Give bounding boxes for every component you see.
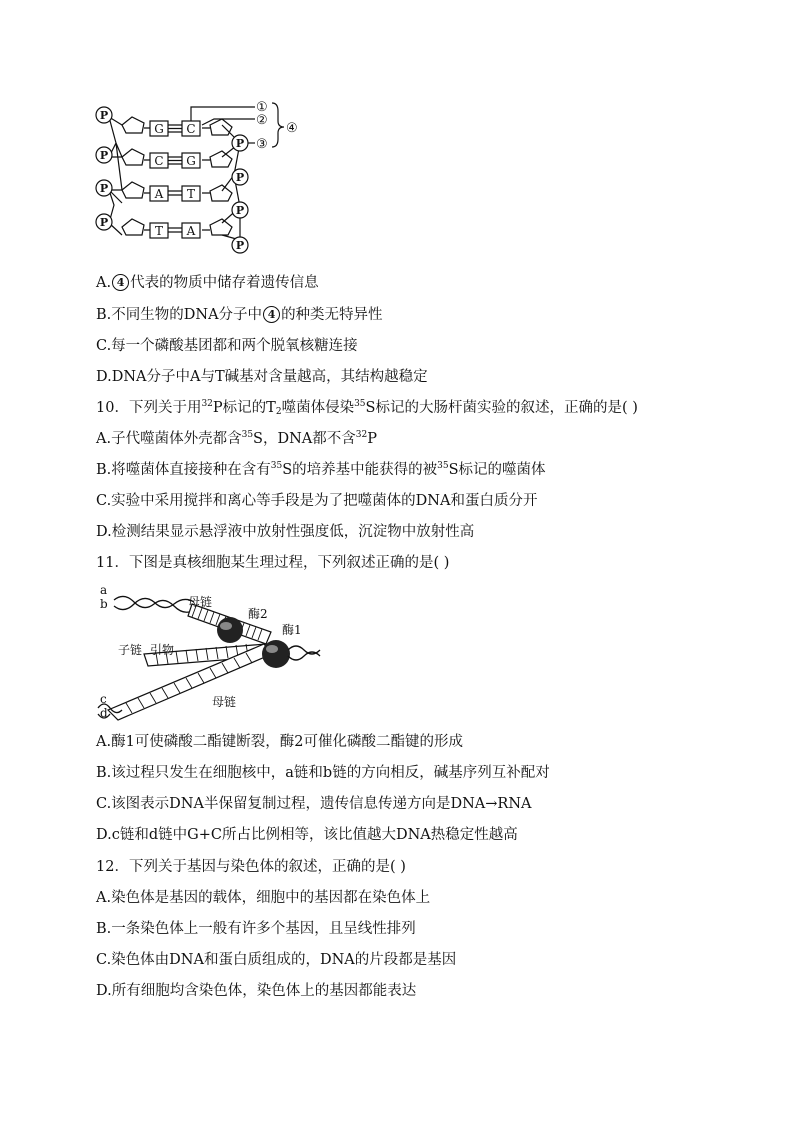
label-enzyme2: 酶2 [248, 607, 268, 621]
dna-replication-figure [96, 582, 336, 722]
q11-option-c: C.该图表示DNA半保留复制过程，遗传信息传递方向是DNA→RNA [96, 796, 532, 812]
base-label: G [154, 122, 164, 136]
q12-stem: 12．下列关于基因与染色体的叙述，正确的是( ) [96, 859, 406, 875]
q11-option-d: D.c链和d链中G+C所占比例相等，该比值越大DNA热稳定性越高 [96, 827, 518, 843]
q9-option-d: D.DNA分子中A与T碱基对含量越高，其结构越稳定 [96, 369, 428, 385]
label-b: b [100, 597, 108, 611]
q12-option-c: C.染色体由DNA和蛋白质组成的，DNA的片段都是基因 [96, 952, 457, 968]
label-daughter: 子链 [118, 643, 143, 657]
label-a: a [100, 583, 108, 597]
q10-option-d: D.检测结果显示悬浮液中放射性强度低，沉淀物中放射性高 [96, 524, 475, 540]
base-label: G [186, 154, 196, 168]
q11-stem: 11．下图是真核细胞某生理过程，下列叙述正确的是( ) [96, 555, 450, 571]
label-enzyme1: 酶1 [282, 623, 302, 637]
q11-option-b: B.该过程只发生在细胞核中，a链和b链的方向相反，碱基序列互补配对 [96, 765, 550, 781]
q9-option-a: A. 4 代表的物质中储存着遗传信息 [96, 275, 319, 291]
base-label: T [186, 187, 196, 201]
phosphate-label: P [235, 239, 245, 252]
label-parent-top: 母链 [188, 595, 213, 609]
phosphate-label: P [99, 216, 109, 229]
base-label: A [154, 187, 164, 201]
label-c: c [100, 692, 107, 706]
callout-3: ③ [256, 137, 268, 152]
label-primer: 引物 [150, 643, 175, 657]
label-parent-bottom: 母链 [212, 695, 237, 709]
q9-option-c: C.每一个磷酸基团都和两个脱氧核糖连接 [96, 338, 358, 354]
q10-stem: 10．下列关于用$^{32}$P标记的$T_2$噬菌体侵染$^{35}$S标记的大肠杆菌实验的叙述，正确的是( ) [96, 399, 638, 417]
q11-option-a: A.酶1可使磷酸二酯键断裂，酶2可催化磷酸二酯键的形成 [96, 734, 464, 750]
callout-2: ② [256, 113, 268, 128]
q9-option-b: B.不同生物的DNA分子中 4 的种类无特异性 [96, 307, 383, 323]
phosphate-label: P [235, 204, 245, 217]
q12-option-d: D.所有细胞均含染色体，染色体上的基因都能表达 [96, 983, 417, 999]
base-label: A [186, 224, 196, 238]
q10-option-c: C.实验中采用搅拌和离心等手段是为了把噬菌体的DNA和蛋白质分开 [96, 493, 538, 509]
phosphate-label: P [99, 109, 109, 122]
base-label: C [186, 122, 196, 136]
q10-option-a: A.子代噬菌体外壳都含$^{35}$S，DNA都不含$^{32}$P [96, 430, 377, 447]
phosphate-label: P [99, 149, 109, 162]
label-d: d [100, 706, 108, 720]
phosphate-label: P [99, 182, 109, 195]
q12-option-a: A.染色体是基因的载体，细胞中的基因都在染色体上 [96, 890, 431, 906]
circled-4-mark: 4 [112, 274, 129, 291]
dna-structure-figure [92, 95, 302, 265]
q10-option-b: B.将噬菌体直接接种在含有$^{35}$S的培养基中能获得的被$^{35}$S标记的噬菌体 [96, 461, 546, 478]
phosphate-label: P [235, 137, 245, 150]
circled-4-mark: 4 [263, 306, 280, 323]
phosphate-label: P [235, 171, 245, 184]
base-label: T [154, 224, 164, 238]
q12-option-b: B.一条染色体上一般有许多个基因，且呈线性排列 [96, 921, 416, 937]
callout-1: ① [256, 100, 268, 115]
base-label: C [154, 154, 164, 168]
callout-4: ④ [286, 121, 298, 136]
